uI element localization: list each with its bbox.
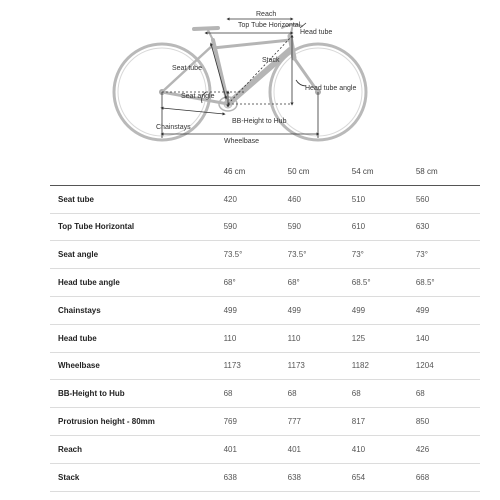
diagram-label-seat-tube: Seat tube [172,65,202,72]
cell-value: 68 [224,380,288,408]
cell-value: 638 [288,463,352,491]
cell-value: 1173 [224,352,288,380]
cell-value: 68 [352,380,416,408]
size-header-54: 54 cm [352,158,416,185]
cell-value: 850 [416,408,480,436]
diagram-label-seat-angle: Seat angle [181,93,215,100]
diagram-label-chainstays: Chainstays [156,124,191,131]
cell-value: 590 [224,213,288,241]
row-label: Protrusion height - 80mm [50,408,224,436]
cell-value: 73.5° [288,241,352,269]
cell-value: 1173 [288,352,352,380]
diagram-label-head-tube-angle: Head tube angle [305,85,357,92]
table-row [50,296,480,324]
table-row [50,463,480,491]
row-label: Stack [50,463,224,491]
cell-value: 401 [288,435,352,463]
diagram-label-top-tube-horizontal: Top Tube Horizontal [238,22,301,29]
row-label: Top Tube Horizontal [50,213,224,241]
cell-value: 499 [288,296,352,324]
row-label: Seat angle [50,241,224,269]
cell-value: 73° [416,241,480,269]
diagram-label-head-tube: Head tube [300,29,333,36]
cell-value: 668 [416,463,480,491]
cell-value: 110 [288,324,352,352]
cell-value: 73.5° [224,241,288,269]
table-row [50,213,480,241]
size-header-50: 50 cm [288,158,352,185]
diagram-label-wheelbase: Wheelbase [224,138,260,145]
diagram-label-bb-height-to-hub: BB-Height to Hub [232,118,287,125]
table-row [50,380,480,408]
cell-value: 610 [352,213,416,241]
cell-value: 630 [416,213,480,241]
cell-value: 426 [416,435,480,463]
cell-value: 460 [288,185,352,213]
row-label: BB-Height to Hub [50,380,224,408]
table-row [50,435,480,463]
cell-value: 410 [352,435,416,463]
cell-value: 68 [416,380,480,408]
cell-value: 140 [416,324,480,352]
cell-value: 68.5° [352,269,416,297]
table-row [50,352,480,380]
table-row [50,324,480,352]
cell-value: 68° [224,269,288,297]
cell-value: 499 [352,296,416,324]
row-label: Head tube angle [50,269,224,297]
row-label: Chainstays [50,296,224,324]
row-label: Seat tube [50,185,224,213]
geometry-table [50,158,480,492]
row-label: Wheelbase [50,352,224,380]
cell-value: 560 [416,185,480,213]
cell-value: 499 [416,296,480,324]
size-header-46: 46 cm [224,158,288,185]
cell-value: 110 [224,324,288,352]
header-corner [50,158,224,185]
size-header-58: 58 cm [416,158,480,185]
cell-value: 777 [288,408,352,436]
table-row [50,269,480,297]
cell-value: 817 [352,408,416,436]
table-row [50,185,480,213]
table-row [50,241,480,269]
cell-value: 654 [352,463,416,491]
cell-value: 769 [224,408,288,436]
bike-geometry-diagram [0,0,500,160]
cell-value: 420 [224,185,288,213]
diagram-label-stack: Stack [262,57,280,64]
geometry-table-body [50,185,480,491]
cell-value: 638 [224,463,288,491]
cell-value: 125 [352,324,416,352]
cell-value: 1182 [352,352,416,380]
cell-value: 68.5° [416,269,480,297]
cell-value: 401 [224,435,288,463]
diagram-label-reach: Reach [256,11,277,18]
cell-value: 68° [288,269,352,297]
row-label: Head tube [50,324,224,352]
cell-value: 499 [224,296,288,324]
cell-value: 73° [352,241,416,269]
table-row [50,408,480,436]
row-label: Reach [50,435,224,463]
cell-value: 68 [288,380,352,408]
cell-value: 510 [352,185,416,213]
cell-value: 1204 [416,352,480,380]
size-header-row [50,158,480,185]
cell-value: 590 [288,213,352,241]
